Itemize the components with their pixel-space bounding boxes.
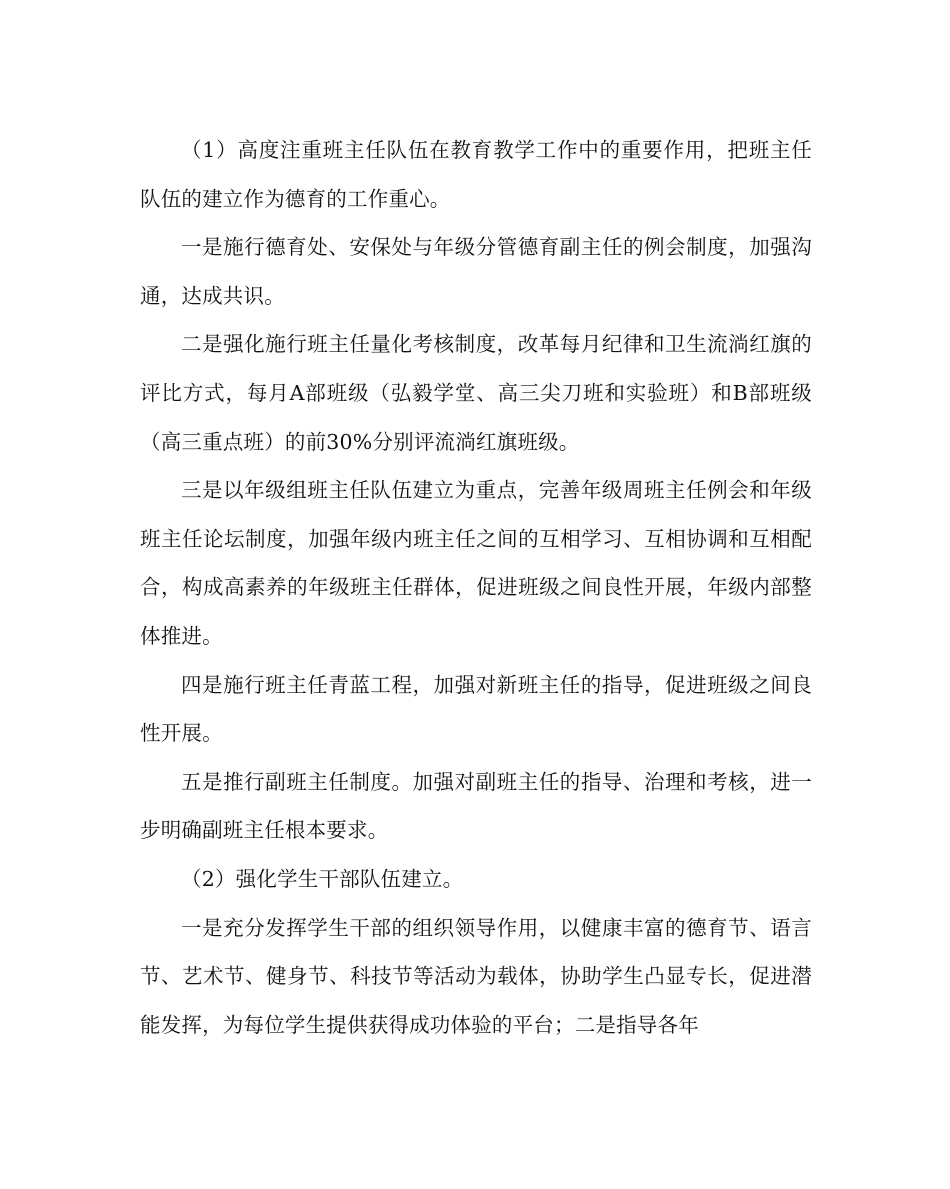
paragraph-point-5: 五是推行副班主任制度。加强对副班主任的指导、治理和考核，进一步明确副班主任根本要求。 bbox=[140, 769, 812, 843]
document-body bbox=[140, 126, 812, 1049]
paragraph-point-3: 三是以年级组班主任队伍建立为重点，完善年级周班主任例会和年级班主任论坛制度，加强年级内班主任之间的互相学习、互相协调和互相配合，构成高素养的年级班主任群体，促进班级之间良性开展，年级内部整体推进。 bbox=[140, 478, 812, 648]
paragraph-point-6: 一是充分发挥学生干部的组织领导作用，以健康丰富的德育节、语言节、艺术节、健身节、科技节等活动为载体，协助学生凸显专长，促进潜能发挥，为每位学生提供获得成功体验的平台；二是指导各年 bbox=[140, 915, 812, 1037]
paragraph-point-4: 四是施行班主任青蓝工程，加强对新班主任的指导，促进班级之间良性开展。 bbox=[140, 672, 812, 746]
paragraph-point-1: 一是施行德育处、安保处与年级分管德育副主任的例会制度，加强沟通，达成共识。 bbox=[140, 235, 812, 308]
paragraph-heading-1: （1）高度注重班主任队伍在教育教学工作中的重要作用，把班主任队伍的建立作为德育的工作重心。 bbox=[140, 138, 812, 211]
paragraph-heading-2: （2）强化学生干部队伍建立。 bbox=[181, 866, 464, 891]
paragraph-point-2: 二是强化施行班主任量化考核制度，改革每月纪律和卫生流淌红旗的评比方式，每月A部班级（弘毅学堂、高三尖刀班和实验班）和B部班级（高三重点班）的前30%分别评流淌红旗班级。 bbox=[140, 332, 812, 454]
